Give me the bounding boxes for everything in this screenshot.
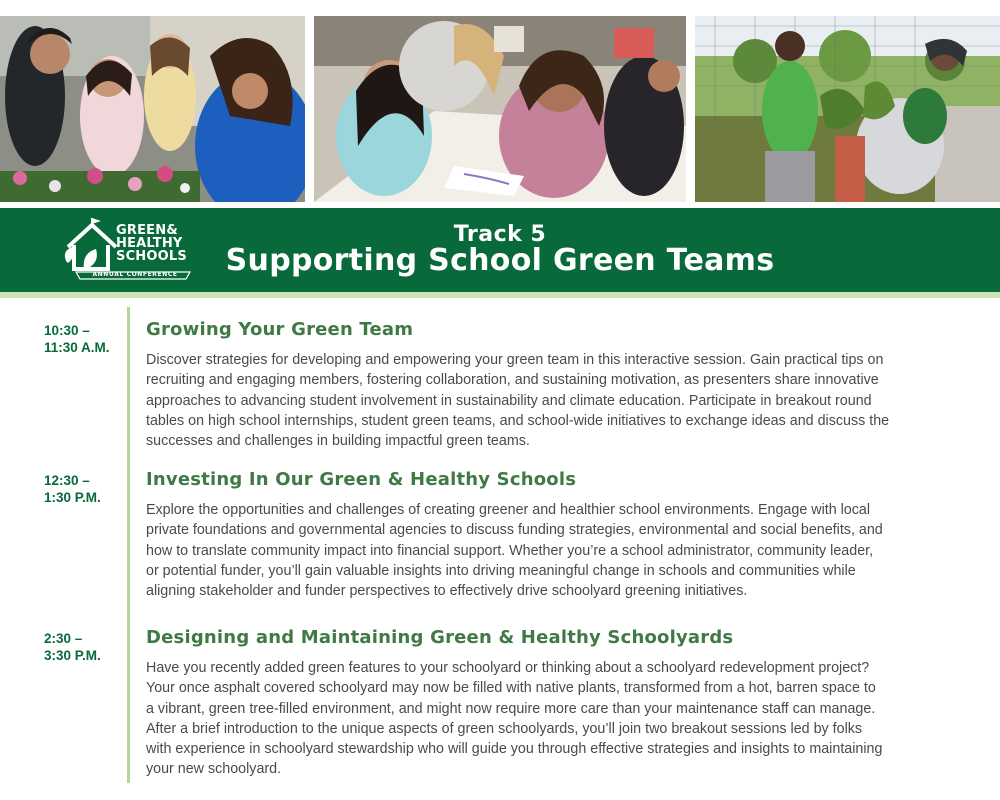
photo-students-drawing bbox=[314, 16, 686, 202]
description-line: After a brief introduction to the unique aspects of green schoolyards, you’ll join two breakout sessions led by folks bbox=[146, 720, 863, 737]
description-line: private foundations and governmental agencies to discuss funding strategies, environmental and social benefits, and bbox=[146, 522, 883, 539]
session-time bbox=[44, 630, 124, 664]
session-time-start: 12:30 – bbox=[44, 473, 90, 488]
session-time-start: 10:30 – bbox=[44, 323, 90, 338]
session-description bbox=[146, 350, 936, 451]
logo-subtitle: ANNUAL CONFERENCE bbox=[92, 271, 178, 278]
session-time-end: 1:30 P.M. bbox=[44, 490, 101, 505]
description-line: how to translate community impact into financial support. Whether you’re a school administrator, community leader, bbox=[146, 542, 874, 559]
photo-garden-volunteers bbox=[695, 16, 1000, 202]
description-line: Explore the opportunities and challenges of creating greener and healthier school environments. Engage with local bbox=[146, 502, 871, 518]
description-line: Discover strategies for developing and empowering your green team in this interactive session. Gain practical tips on bbox=[146, 352, 884, 368]
session-time-start: 2:30 – bbox=[44, 631, 83, 646]
session-description bbox=[146, 658, 936, 780]
logo-wordmark bbox=[116, 224, 200, 263]
session-time bbox=[44, 322, 124, 356]
session-time-end: 11:30 A.M. bbox=[44, 340, 110, 355]
description-line: recruiting and engaging members, fostering collaboration, and sustaining motivation, as presenters share innovative bbox=[146, 372, 879, 389]
description-line: a vibrant, green tree-filled environment, and might now require more care than your maintenance staff can manage. bbox=[146, 700, 876, 717]
session-time bbox=[44, 472, 124, 506]
session-title: Designing and Maintaining Green & Healthy Schoolyards bbox=[146, 627, 734, 648]
logo-line-schools: SCHOOLS bbox=[116, 249, 187, 264]
conference-logo bbox=[62, 217, 198, 285]
logo-line-healthy: HEALTHY bbox=[116, 236, 183, 251]
track-number: Track 5 bbox=[453, 222, 547, 247]
description-line: Have you recently added green features to your schoolyard or thinking about a schoolyard redevelopment project? bbox=[146, 660, 870, 676]
description-line: with experience in schoolyard stewardship who will guide you through effective strategies and insights to maintaining bbox=[146, 741, 883, 758]
description-line: approaches to advancing student involvement in sustainability and climate education. Participate in breakout round bbox=[146, 392, 872, 409]
description-line: or potential funder, you’ll gain valuable insights into driving meaningful change in schools and communities while bbox=[146, 562, 856, 579]
description-line: tables on high school internships, student green teams, and school-wide initiatives to exchange ideas and discuss the bbox=[146, 412, 890, 429]
description-line: aligning stakeholder and funder perspectives to effectively drive schoolyard greening initiatives. bbox=[146, 583, 748, 600]
logo-line-green: GREEN& bbox=[116, 223, 178, 238]
photo-children-planting-flowers bbox=[0, 16, 305, 202]
session-title: Growing Your Green Team bbox=[146, 319, 414, 340]
description-line: Your once asphalt covered schoolyard may now be filled with native plants, transformed from a hot, barren space to bbox=[146, 680, 876, 697]
timeline-divider bbox=[127, 307, 130, 783]
track-title: Supporting School Green Teams bbox=[225, 243, 775, 278]
session-time-end: 3:30 P.M. bbox=[44, 648, 101, 663]
description-line: successes and challenges in building impactful green teams. bbox=[146, 433, 530, 450]
session-description bbox=[146, 500, 936, 601]
banner-accent-stripe bbox=[0, 292, 1000, 298]
description-line: your new schoolyard. bbox=[146, 761, 282, 778]
session-title: Investing In Our Green & Healthy Schools bbox=[146, 469, 577, 490]
photo-strip bbox=[0, 16, 1000, 202]
